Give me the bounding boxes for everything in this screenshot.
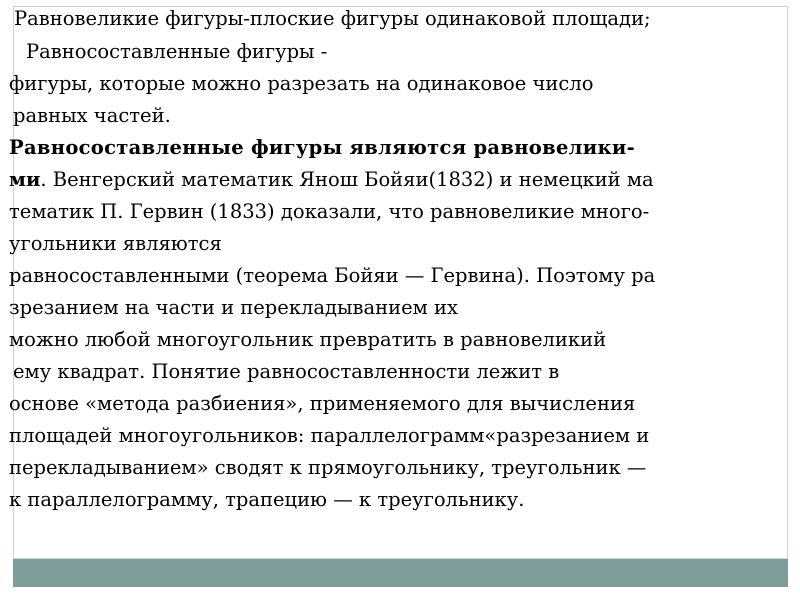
text-line-11: можно любой многоугольник превратить в равновеликий <box>9 328 607 351</box>
text-line-15: перекладыванием» сводят к прямоугольнику, треугольник — <box>9 456 647 479</box>
bottom-accent-bar <box>13 559 788 587</box>
text-line-5-bold: Равносоставленные фигуры являются равновелики- <box>9 136 636 159</box>
text-line-3: фигуры, которые можно разрезать на одинаковое число <box>9 72 594 95</box>
text-line-6 <box>9 168 654 192</box>
text-line-6-bold-part: ми <box>9 168 41 191</box>
text-line-2: Равносоставленные фигуры - <box>26 40 328 63</box>
text-line-7: тематик П. Гервин (1833) доказали, что равновеликие много- <box>9 200 650 223</box>
text-line-8: угольники являются <box>9 232 222 255</box>
text-line-10: зрезанием на части и перекладыванием их <box>9 296 459 319</box>
text-line-9: равносоставленными (теорема Бойяи — Гервина). Поэтому ра <box>9 264 656 287</box>
text-line-14: площадей многоугольников: параллелограмм«разрезанием и <box>9 424 650 447</box>
text-line-6-rest: . Венгерский математик Янош Бойяи(1832) и немецкий ма <box>40 168 654 191</box>
text-line-1: Равновеликие фигуры-плоские фигуры одинаковой площади; <box>14 7 651 30</box>
text-line-4: равных частей. <box>13 104 171 127</box>
text-line-16: к параллелограмму, трапецию — к треугольнику. <box>9 488 525 511</box>
text-line-12: ему квадрат. Понятие равносоставленности лежит в <box>13 360 560 383</box>
text-line-13: основе «метода разбиения», применяемого для вычисления <box>9 392 636 415</box>
